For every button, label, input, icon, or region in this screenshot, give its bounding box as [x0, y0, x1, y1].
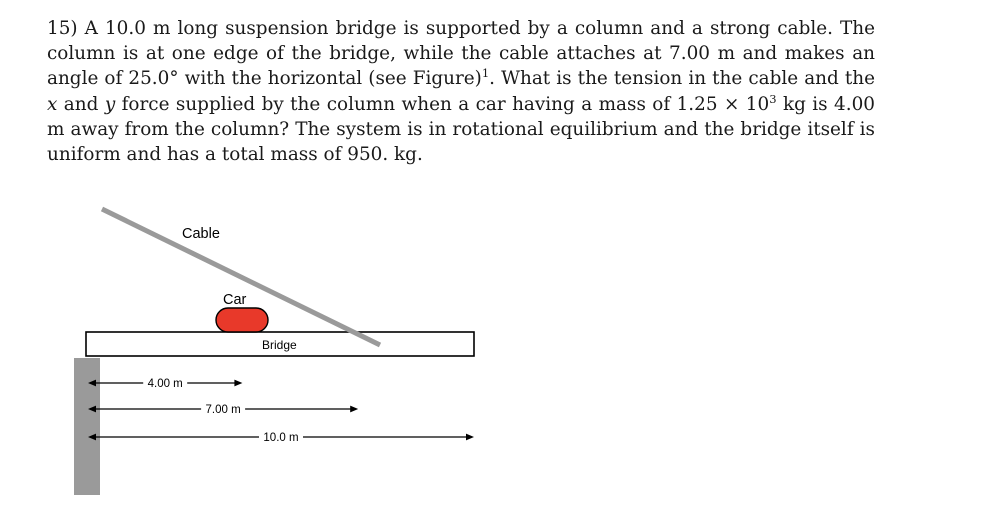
dimension-arrowhead: [350, 406, 358, 413]
problem-number: 15): [47, 18, 78, 39]
cable-label: Cable: [182, 226, 220, 242]
problem-text-segment: . What is the tension in the cable and the: [489, 68, 875, 90]
car-label: Car: [223, 292, 247, 308]
dimension-arrows: [88, 378, 474, 444]
problem-text-segment: y: [104, 93, 116, 115]
bridge-label: Bridge: [262, 338, 297, 352]
problem-text-segment: kg is 4.00 m away from the column? The system is in rotational equilibrium and the bridge itself is uniform and has a total mass of 950. kg.: [47, 93, 875, 166]
problem-text-segment: and: [57, 93, 105, 115]
dimension-arrowhead: [234, 380, 242, 387]
problem-text-segment: force supplied by the column when a car having a mass of 1.25 × 10: [115, 93, 770, 115]
problem-text-segment: x: [47, 93, 58, 115]
dimension-label: 4.00 m: [147, 378, 183, 390]
dimension-arrowhead: [466, 434, 474, 441]
problem-text-segment: A 10.0 m long suspension bridge is supported by a column and a strong cable. The column is at one edge of the bridge, while the cable attaches at 7.00 m and makes an angle of 25.0° with the horizontal (see Figure): [47, 18, 875, 90]
problem-text-segment: 3: [769, 91, 777, 106]
dimension-label: 7.00 m: [205, 404, 241, 416]
column: [74, 358, 100, 495]
dimension-label: 10.0 m: [263, 432, 299, 444]
car: [216, 308, 268, 332]
problem-text-segment: 1: [481, 66, 490, 81]
